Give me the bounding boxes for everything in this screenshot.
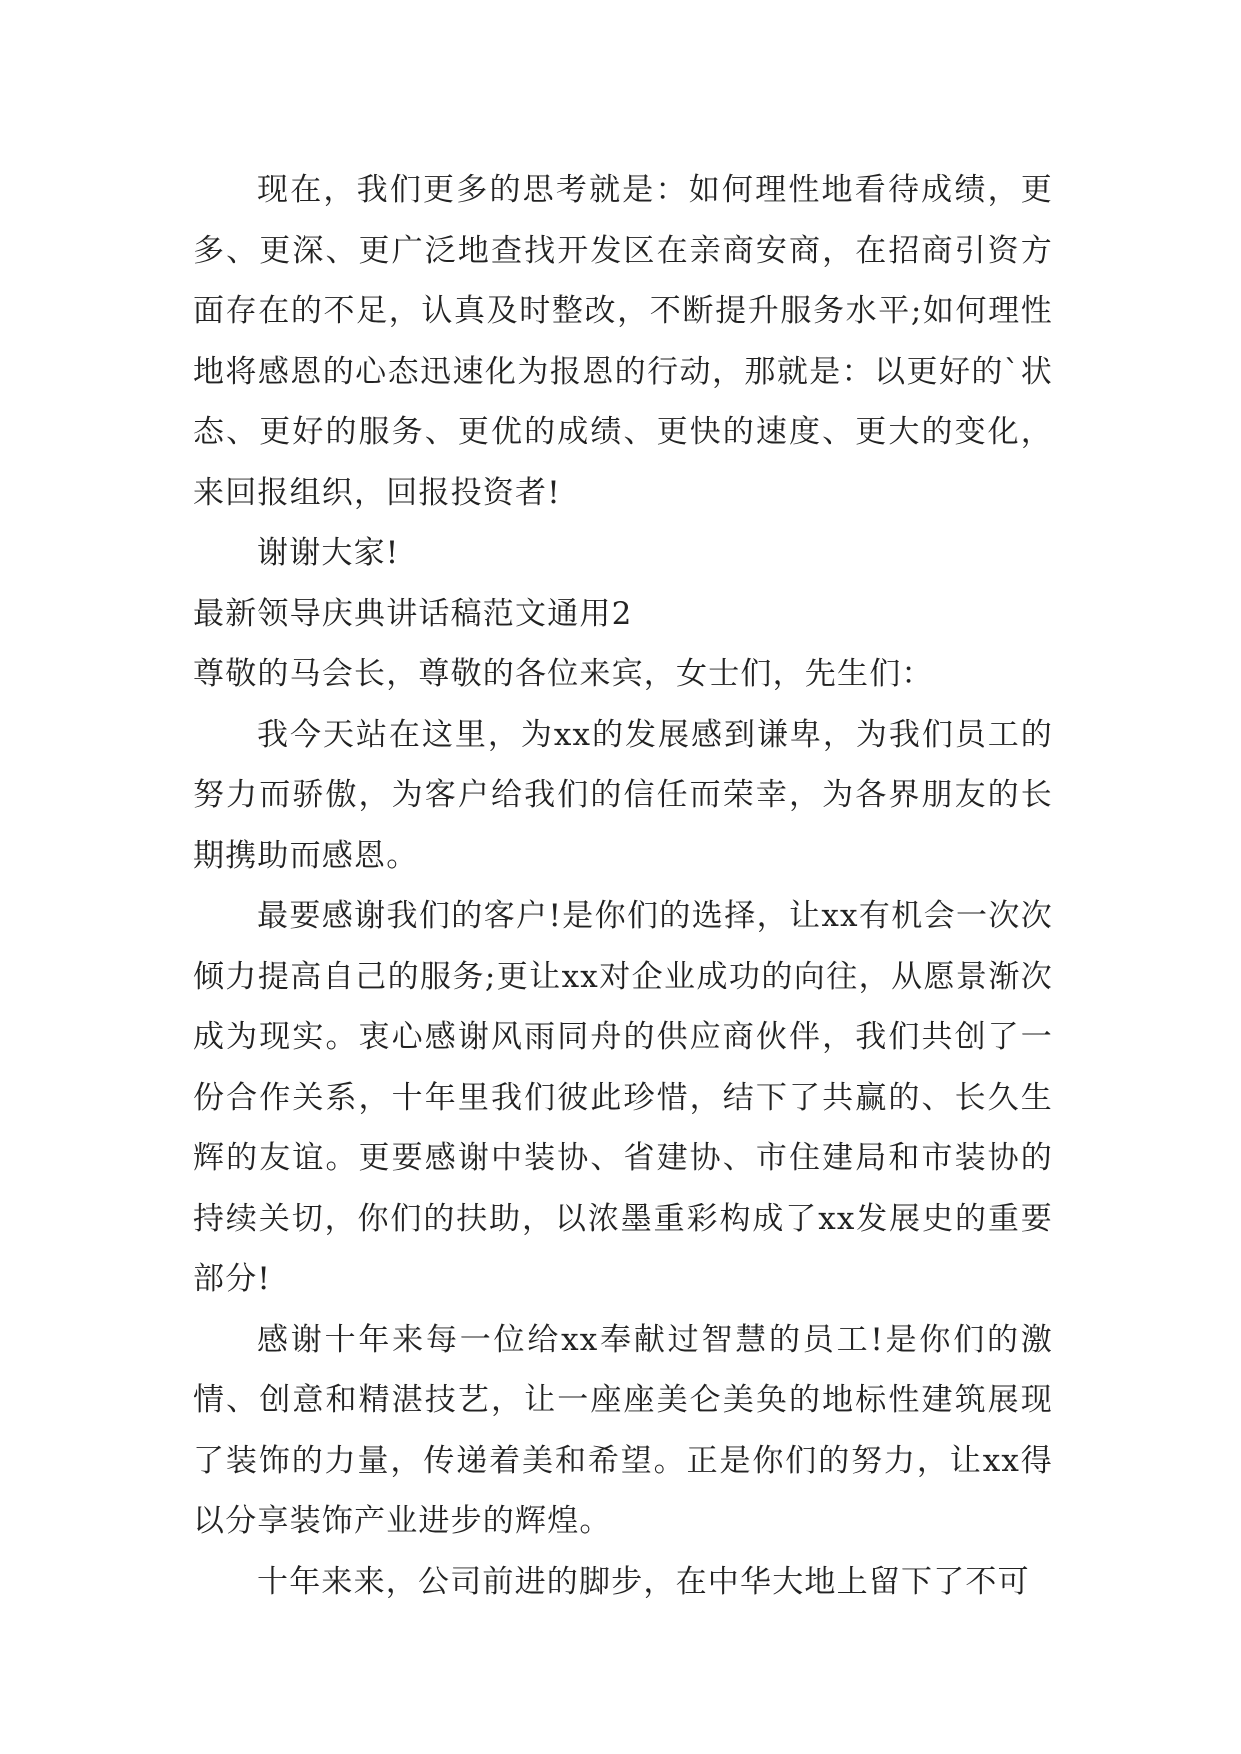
section-title: 最新领导庆典讲话稿范文通用2 xyxy=(193,595,633,632)
paragraph-thanks: 谢谢大家! xyxy=(257,535,400,571)
paragraph-ten-years: 十年来来，公司前进的脚步，在中华大地上留下了不可 xyxy=(257,1563,1030,1600)
paragraph-thank-employees: 感谢十年来每一位给xx奉献过智慧的员工!是你们的激情、创意和精湛技艺，让一座座美仑美奂的地标性建筑展现了装饰的力量，传递着美和希望。正是你们的努力，让xx得以分享装饰产业进步的辉煌。 xyxy=(193,1321,1053,1539)
paragraph-reflection: 现在，我们更多的思考就是：如何理性地看待成绩，更多、更深、更广泛地查找开发区在亲商安商，在招商引资方面存在的不足，认真及时整改，不断提升服务水平;如何理性地将感恩的心态迅速化为报恩的行动，那就是：以更好的`状态、更好的服务、更优的成绩、更快的速度、更大的变化，来回报组织，回报投资者! xyxy=(193,172,1053,511)
document-body xyxy=(193,160,1053,1612)
paragraph-thank-customers: 最要感谢我们的客户!是你们的选择，让xx有机会一次次倾力提高自己的服务;更让xx对企业成功的向往，从愿景渐次成为现实。衷心感谢风雨同舟的供应商伙伴，我们共创了一份合作关系，十年里我们彼此珍惜，结下了共赢的、长久生辉的友谊。更要感谢中装协、省建协、市住建局和市装协的持续关切，你们的扶助，以浓墨重彩构成了xx发展史的重要部分! xyxy=(193,898,1053,1297)
salutation: 尊敬的马会长，尊敬的各位来宾，女士们，先生们： xyxy=(193,656,934,692)
paragraph-humble: 我今天站在这里，为xx的发展感到谦卑，为我们员工的努力而骄傲，为客户给我们的信任而荣幸，为各界朋友的长期携助而感恩。 xyxy=(193,716,1053,874)
